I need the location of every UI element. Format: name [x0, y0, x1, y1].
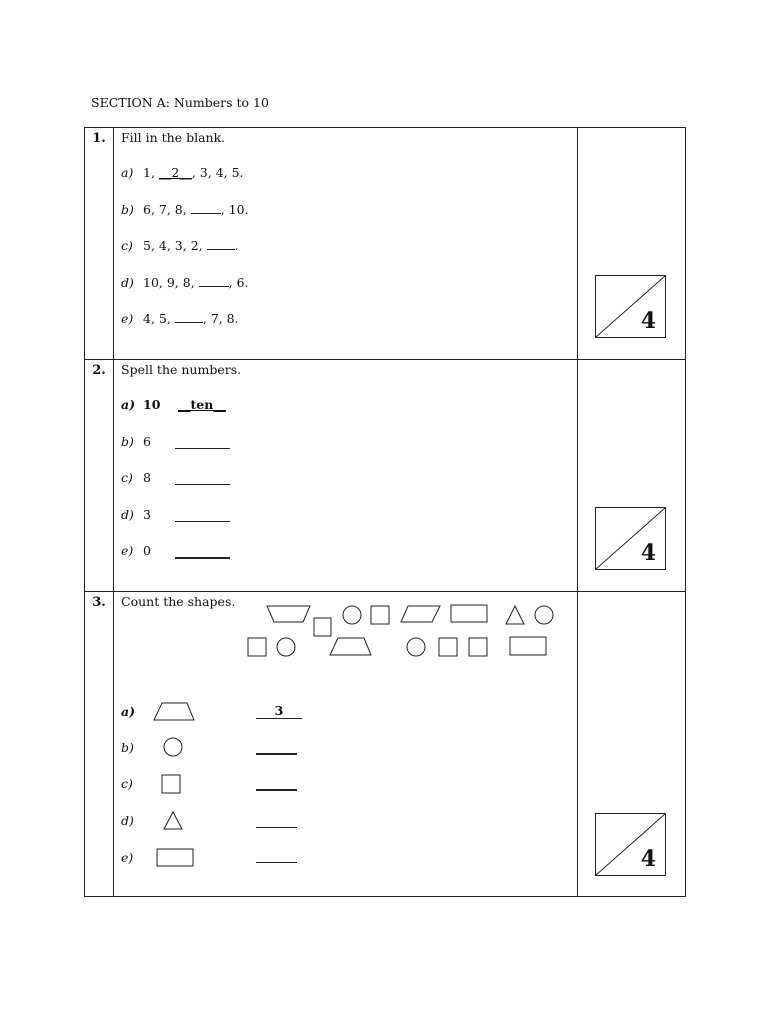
marks-cell	[578, 128, 686, 360]
trapezoid-icon	[330, 638, 371, 655]
worksheet-table	[84, 127, 686, 897]
trapezoid-icon	[401, 606, 440, 622]
shapes-cluster	[114, 592, 576, 892]
square-icon	[469, 638, 487, 656]
square-icon	[248, 638, 266, 656]
square-icon	[371, 606, 389, 624]
question-1-body	[114, 128, 578, 360]
q1-item-d: d) 10, 9, 8, , 6.	[121, 275, 249, 290]
square-icon	[314, 618, 331, 636]
q3-item-b: b)	[121, 740, 134, 755]
circle-icon	[407, 638, 425, 656]
triangle-icon	[506, 606, 524, 624]
section-title: SECTION A: Numbers to 10	[91, 95, 269, 110]
answer-blank[interactable]	[175, 521, 230, 522]
question-2-row	[85, 360, 686, 592]
square-icon	[162, 775, 180, 793]
rectangle-icon	[157, 849, 193, 866]
q3-item-d: d)	[121, 813, 134, 828]
question-instruction: Spell the numbers.	[121, 362, 242, 377]
answer-blank[interactable]	[256, 862, 297, 863]
circle-icon	[277, 638, 295, 656]
circle-icon	[535, 606, 553, 624]
q2-item-a: a) 10	[121, 397, 161, 412]
circle-icon	[343, 606, 361, 624]
marks-cell	[578, 360, 686, 592]
q3-item-c: c)	[121, 776, 133, 791]
q1-item-e: e) 4, 5, , 7, 8.	[121, 311, 239, 326]
answer-blank[interactable]	[207, 238, 235, 250]
question-instruction: Count the shapes.	[121, 594, 236, 609]
max-marks: 4	[640, 308, 656, 334]
answer-blank[interactable]	[256, 753, 297, 755]
answer-blank[interactable]	[256, 827, 297, 828]
answer-blank[interactable]	[256, 789, 297, 791]
answer-blank[interactable]	[175, 311, 203, 323]
q2-item-d: d) 3	[121, 507, 151, 522]
q3-answer-a: 3	[256, 703, 302, 719]
q1-item-a: a) 1, __2__, 3, 4, 5.	[121, 165, 244, 180]
trapezoid-icon	[267, 606, 310, 622]
question-3-row	[85, 592, 686, 897]
question-number: 2.	[92, 363, 106, 378]
question-1-row	[85, 128, 686, 360]
score-box[interactable]	[595, 275, 666, 338]
q3-item-a: a)	[121, 704, 136, 719]
q2-item-b: b) 6	[121, 434, 151, 449]
q1-item-b: b) 6, 7, 8, , 10.	[121, 202, 249, 217]
question-2-body	[114, 360, 578, 592]
square-icon	[439, 638, 457, 656]
question-number: 1.	[92, 131, 106, 146]
answer-blank[interactable]	[175, 557, 230, 559]
question-instruction: Fill in the blank.	[121, 130, 226, 145]
question-number: 3.	[92, 595, 106, 610]
max-marks: 4	[640, 846, 656, 872]
rectangle-icon	[451, 605, 487, 622]
q1-item-c: c) 5, 4, 3, 2, .	[121, 238, 239, 253]
q1-answer-a: __2__	[158, 165, 192, 180]
answer-blank[interactable]	[199, 275, 229, 287]
circle-icon	[164, 738, 182, 756]
answer-blank[interactable]	[175, 484, 230, 485]
q2-answer-a: __ten__	[178, 397, 226, 412]
answer-blank[interactable]	[191, 202, 221, 214]
triangle-icon	[164, 812, 182, 829]
q2-item-c: c) 8	[121, 470, 151, 485]
q2-item-e: e) 0	[121, 543, 151, 558]
question-3-body	[114, 592, 578, 897]
marks-cell	[578, 592, 686, 897]
trapezoid-icon	[154, 703, 194, 720]
q3-item-e: e)	[121, 850, 134, 865]
answer-blank[interactable]	[175, 448, 230, 449]
score-box[interactable]	[595, 813, 666, 876]
max-marks: 4	[640, 540, 656, 566]
rectangle-icon	[510, 637, 546, 655]
score-box[interactable]	[595, 507, 666, 570]
